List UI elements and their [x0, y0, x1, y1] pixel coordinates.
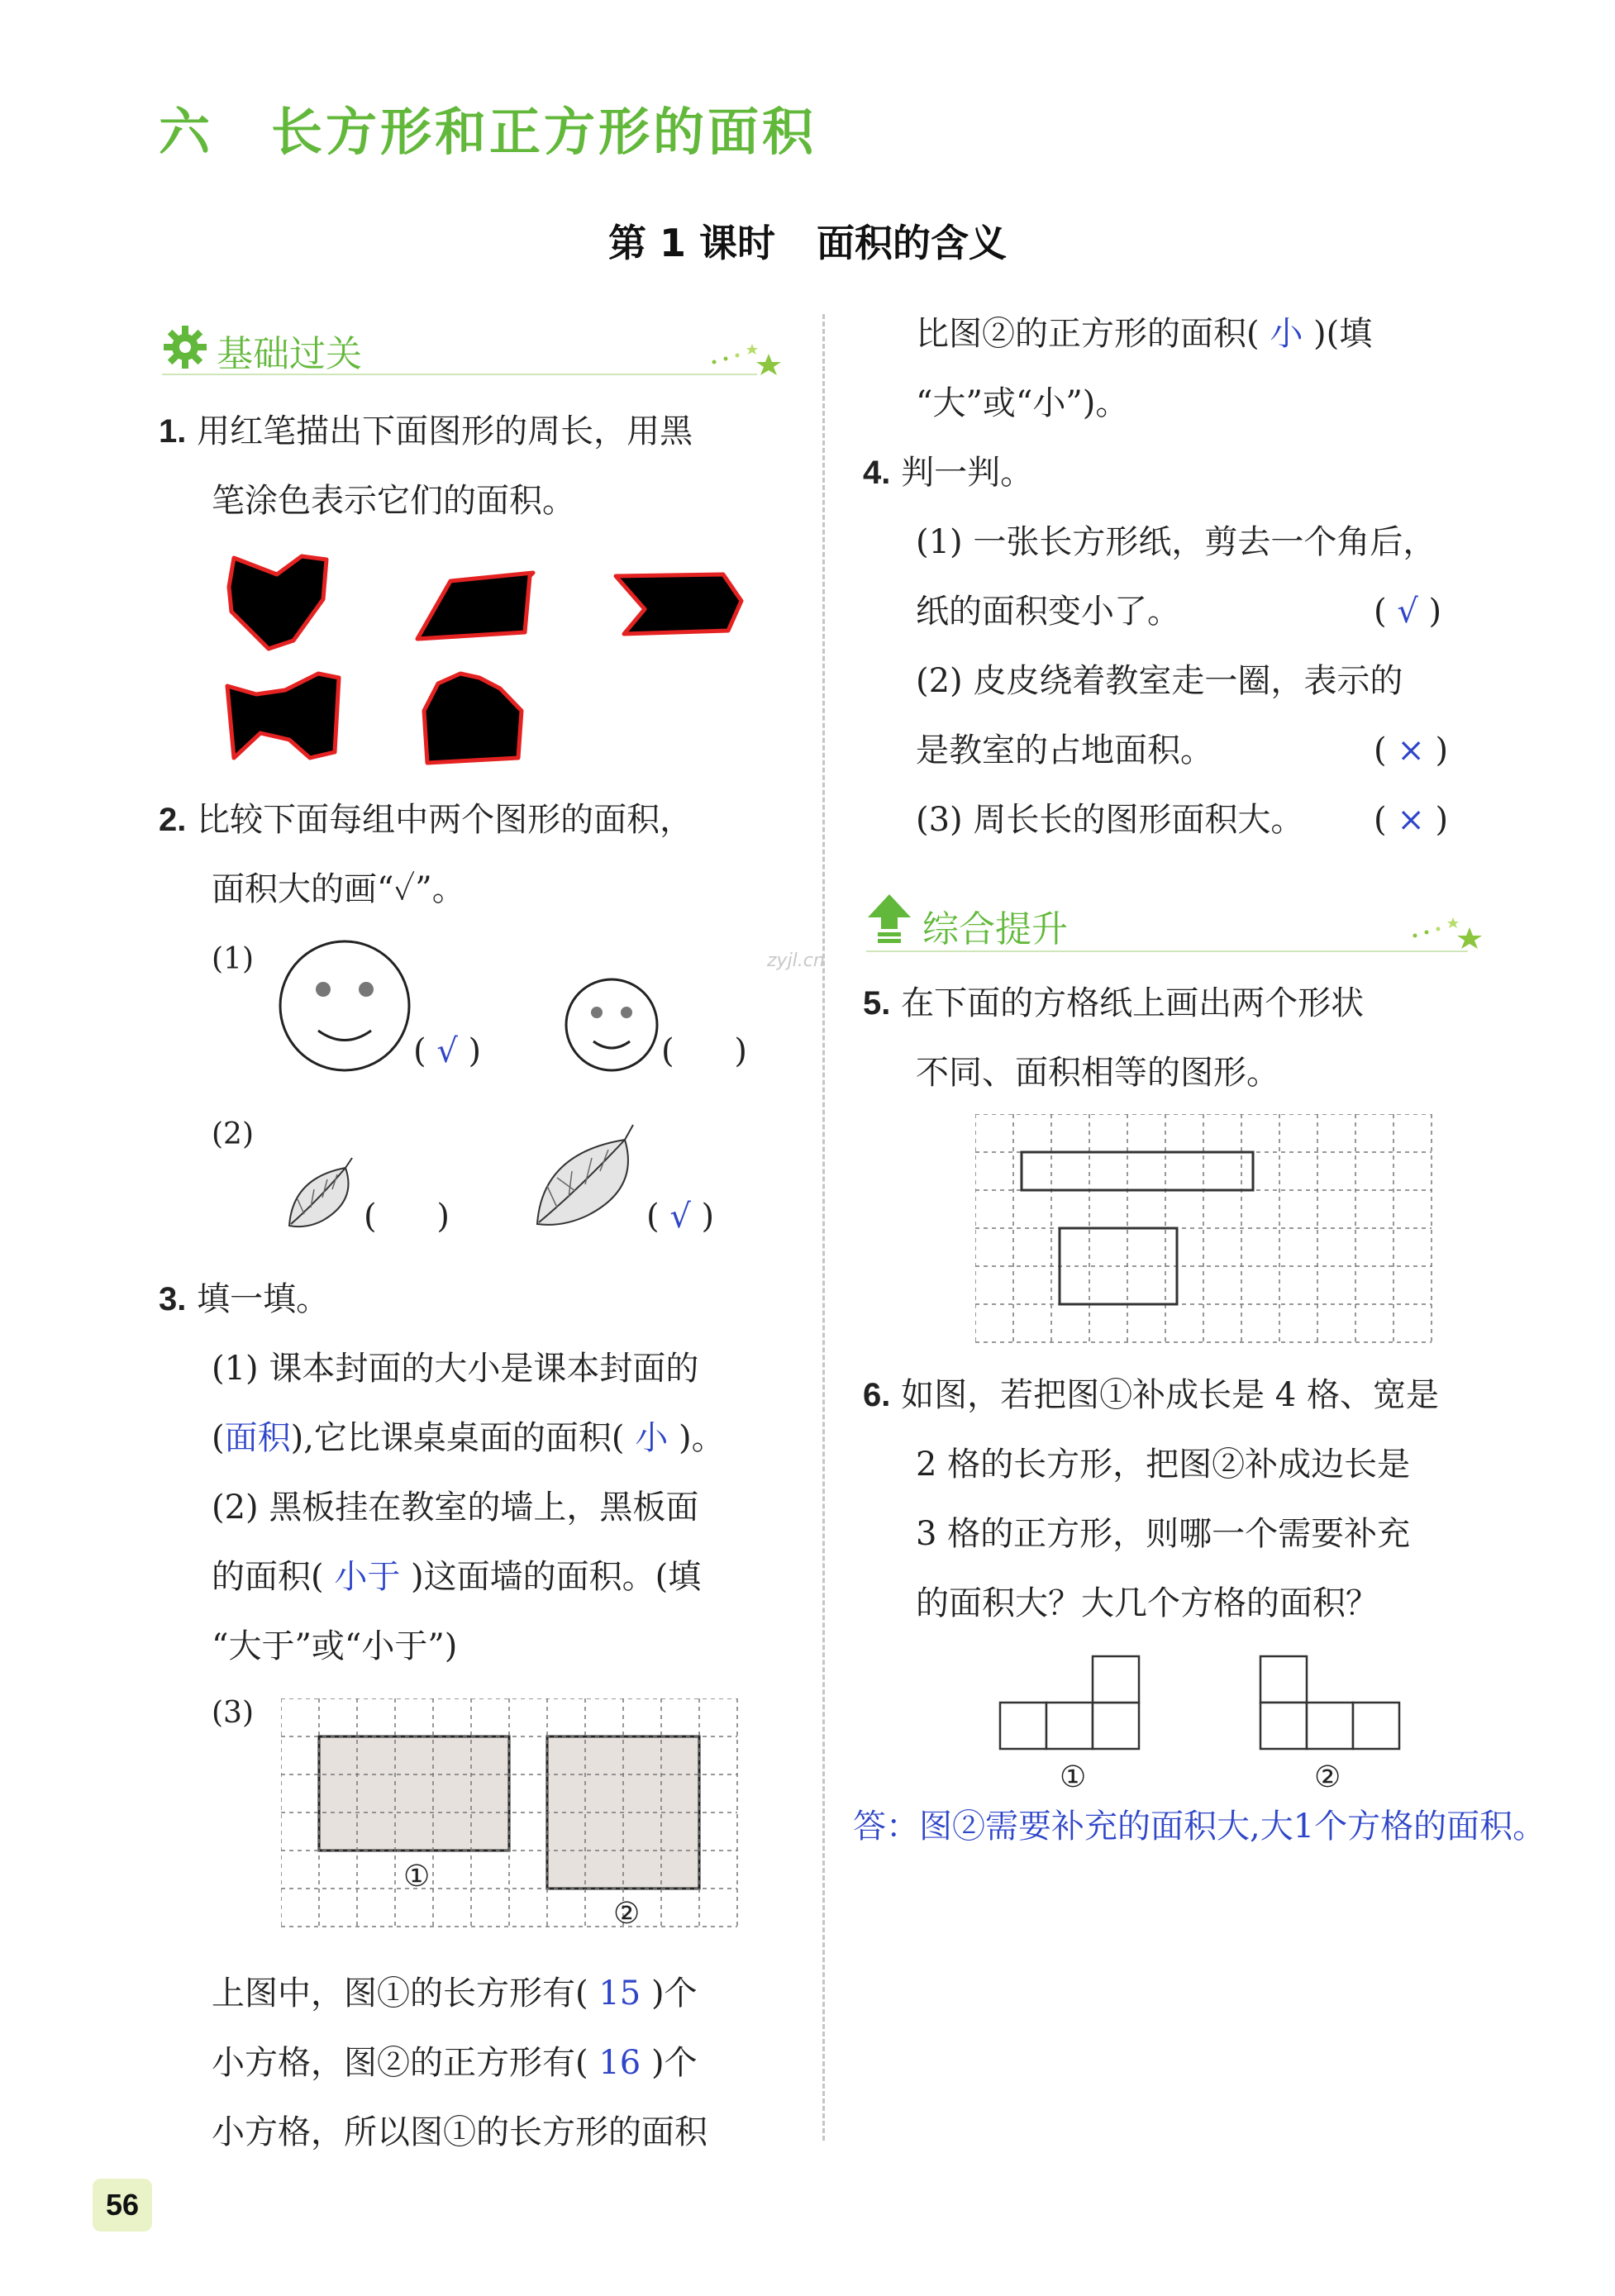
fig1-label: ①	[403, 1860, 431, 1893]
q3-s1-line1: (1) 课本封面的大小是课本封面的	[212, 1350, 699, 1388]
q5-line2: 不同、面积相等的图形。	[916, 1054, 1279, 1092]
gear-icon	[162, 324, 208, 370]
q1-line1: 1. 用红笔描出下面图形的周长，用黑	[159, 412, 693, 450]
shape-arrow	[616, 574, 741, 634]
shape-heart	[229, 556, 326, 649]
q3-s3-line4: 比图②的正方形的面积( 小 )(填	[916, 315, 1373, 353]
section-underline	[162, 374, 757, 375]
q1-shapes-figure	[211, 541, 756, 781]
q6-line4: 的面积大？大几个方格的面积？	[916, 1584, 1379, 1622]
q6-fig1-label: ①	[1060, 1760, 1087, 1794]
shape-wave	[227, 674, 339, 758]
q2-answer-box-4: ( √ )	[646, 1198, 715, 1236]
stars-decoration-icon	[1405, 912, 1484, 954]
q5-line1: 5. 在下面的方格纸上画出两个形状	[863, 984, 1365, 1022]
q6-answer: 答：图②需要补充的面积大,大1个方格的面积。	[853, 1808, 1546, 1846]
q2-answer-box-1: ( √ )	[413, 1032, 482, 1070]
q3-part3-label: (3)	[212, 1696, 254, 1730]
chapter-number: 六	[159, 102, 214, 162]
q1-line2: 笔涂色表示它们的面积。	[212, 482, 575, 520]
q4-answer-box-3: ( × )	[1374, 801, 1449, 839]
q4-answer-box-1: ( √ )	[1374, 593, 1442, 631]
q4-s1-line2: 纸的面积变小了。	[916, 593, 1180, 631]
q3-s3-line5: “大”或“小”)。	[916, 384, 1129, 422]
arrow-up-icon	[866, 893, 912, 944]
q6-line3: 3 格的正方形，则哪一个需要补充	[916, 1515, 1411, 1553]
q3-s1-line2: (面积),它比课桌桌面的面积( 小 )。	[212, 1419, 725, 1457]
q5-grid-paper	[975, 1114, 1455, 1354]
q3-s3-line3: 小方格，所以图①的长方形的面积	[212, 2113, 707, 2151]
q4-s2-line2: 是教室的占地面积。	[916, 731, 1213, 769]
small-smiley-face	[562, 975, 661, 1074]
q4-s2-line1: (2) 皮皮绕着教室走一圈，表示的	[916, 662, 1403, 700]
big-smiley-face	[277, 938, 417, 1079]
q3-grid-figure	[281, 1698, 744, 1938]
q4-s3-line1: (3) 周长长的图形面积大。	[916, 801, 1304, 839]
section-title-basic: 基础过关	[217, 333, 362, 375]
q2-line1: 2. 比较下面每组中两个图形的面积，	[159, 801, 693, 839]
q3-s3-line2: 小方格，图②的正方形有( 16 )个	[212, 2044, 698, 2082]
fig2-label: ②	[613, 1897, 641, 1931]
section-underline	[866, 950, 1468, 952]
shape-house	[424, 674, 522, 763]
q4-s1-line1: (1) 一张长方形纸，剪去一个角后，	[916, 523, 1436, 561]
q6-figure-1	[992, 1645, 1190, 1769]
q3-s3-line1: 上图中，图①的长方形有( 15 )个	[212, 1974, 698, 2013]
column-divider	[822, 314, 825, 2141]
page-number: 56	[93, 2179, 152, 2232]
q2-part2-label: (2)	[212, 1117, 254, 1151]
q3-s2-line1: (2) 黑板挂在教室的墙上，黑板面	[212, 1489, 699, 1527]
section-title-advanced: 综合提升	[922, 908, 1068, 950]
q2-part1-label: (1)	[212, 942, 254, 976]
q3-title: 3. 填一填。	[159, 1280, 330, 1318]
chapter-title	[159, 91, 817, 164]
q6-fig2-label: ②	[1314, 1760, 1341, 1794]
q6-line2: 2 格的长方形，把图②补成边长是	[916, 1446, 1411, 1484]
q3-s2-line3: “大于”或“小于”)	[212, 1627, 458, 1665]
q4-answer-box-2: ( × )	[1374, 731, 1449, 769]
q6-line1: 6. 如图，若把图①补成长是 4 格、宽是	[863, 1376, 1439, 1414]
chapter-name: 长方形和正方形的面积	[271, 102, 817, 162]
big-leaf-icon	[529, 1120, 645, 1236]
lesson-title: 第 1 课时 面积的含义	[607, 221, 1008, 265]
watermark: zyjl.cn	[767, 950, 825, 971]
small-leaf-icon	[281, 1153, 364, 1236]
drawn-rectangle	[1022, 1152, 1253, 1190]
q2-line2: 面积大的画“✓”。	[212, 870, 465, 908]
stars-decoration-icon	[704, 339, 784, 380]
q2-answer-box-2: ( )	[661, 1032, 747, 1070]
q4-title: 4. 判一判。	[863, 454, 1034, 492]
shape-parallelogram	[417, 573, 533, 639]
q2-answer-box-3: ( )	[364, 1198, 450, 1236]
q6-figure-2	[1252, 1645, 1451, 1769]
rectangle-figure-1	[319, 1736, 509, 1851]
q3-s2-line2: 的面积( 小于 )这面墙的面积。(填	[212, 1558, 702, 1596]
